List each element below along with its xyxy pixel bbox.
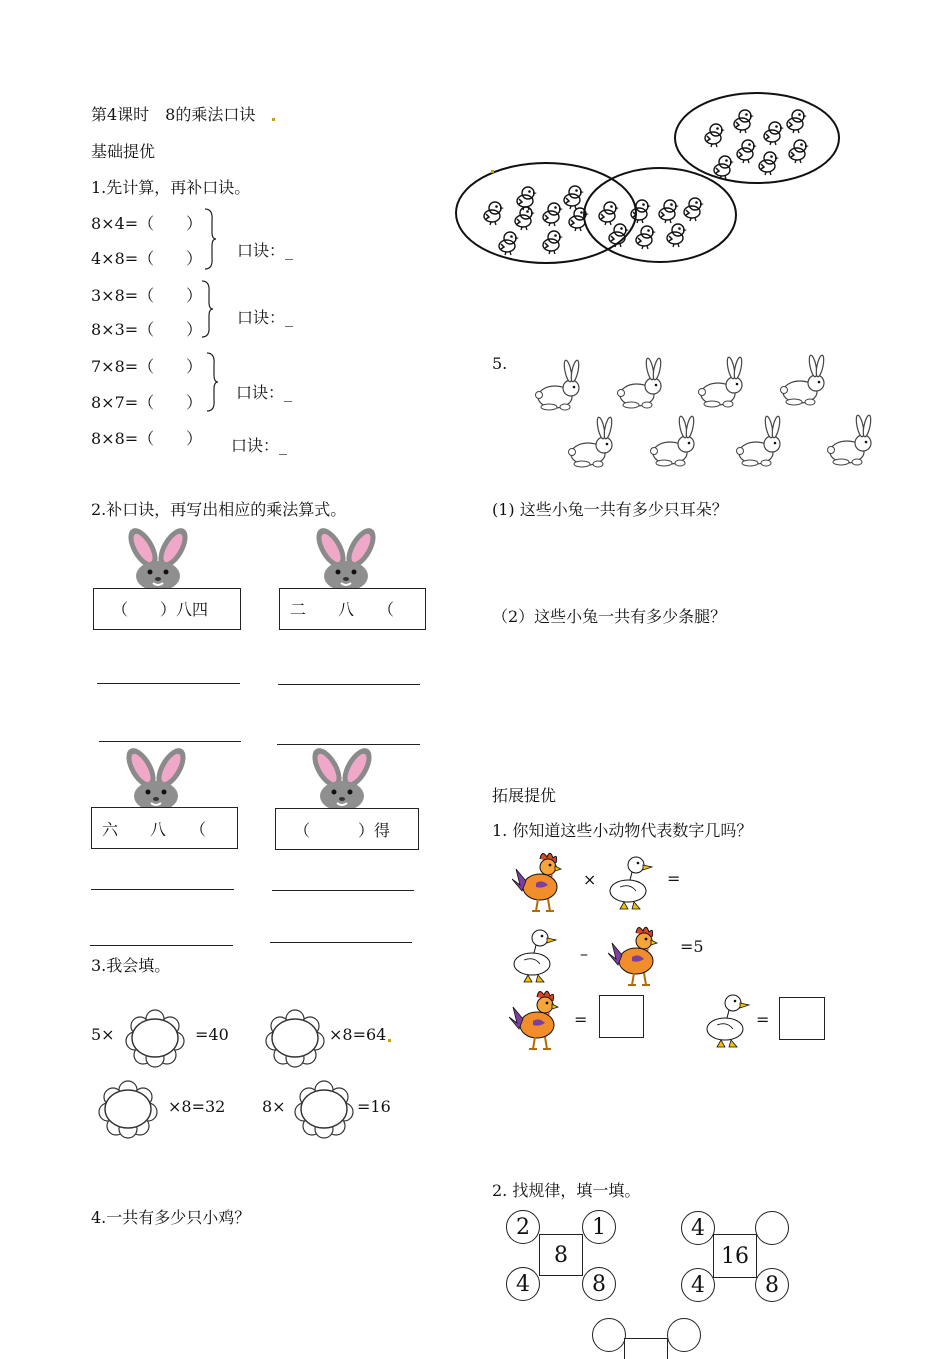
q2-card-2-text: 二 八 （ bbox=[290, 600, 395, 619]
answer-box[interactable] bbox=[779, 997, 825, 1040]
puzzle-3-top-left-blank[interactable] bbox=[592, 1318, 626, 1352]
chick-icon bbox=[705, 124, 725, 147]
rabbit-icon bbox=[699, 357, 744, 407]
chick-icon bbox=[714, 156, 734, 179]
q1-prompt: 1.先计算，再补口诀。 bbox=[91, 178, 251, 197]
q5-number: 5. bbox=[492, 354, 508, 373]
bunny-icon bbox=[306, 528, 386, 590]
puzzle-3-center-box bbox=[624, 1338, 668, 1359]
q3-item-1-right: =40 bbox=[195, 1025, 229, 1044]
q3-prompt: 3.我会填。 bbox=[91, 956, 171, 975]
chick-icon bbox=[636, 226, 656, 249]
rabbit-icon bbox=[618, 358, 663, 408]
equals-sign: = bbox=[756, 1010, 770, 1029]
rabbit-icon bbox=[651, 416, 696, 466]
rooster-icon bbox=[509, 985, 565, 1051]
rabbit-icon bbox=[737, 416, 782, 466]
rabbit-icon bbox=[781, 355, 826, 405]
chick-icon bbox=[499, 232, 519, 255]
duck-icon bbox=[606, 847, 662, 913]
answer-box[interactable] bbox=[599, 995, 644, 1038]
chick-icon bbox=[543, 231, 563, 254]
chick-icon bbox=[787, 110, 807, 133]
q1-brace-2 bbox=[200, 280, 214, 338]
rabbit-icon bbox=[536, 360, 581, 410]
q1-row-6: 8×7=（ ） bbox=[91, 393, 203, 412]
answer-line[interactable] bbox=[272, 890, 414, 891]
rabbits-illustration bbox=[525, 350, 885, 475]
chick-icon bbox=[764, 122, 784, 145]
answer-line[interactable] bbox=[91, 889, 234, 890]
puzzle-2-bottom-left: 4 bbox=[681, 1268, 715, 1302]
q1-koujue-4: 口诀：_ bbox=[231, 436, 288, 455]
bunny-icon bbox=[116, 748, 196, 810]
chick-icon bbox=[599, 202, 619, 225]
puzzle-2-bottom-right: 8 bbox=[755, 1268, 789, 1302]
chick-icon bbox=[543, 203, 563, 226]
flower-blank-icon[interactable] bbox=[123, 1008, 187, 1070]
chick-icon bbox=[789, 140, 809, 163]
flower-blank-icon[interactable] bbox=[292, 1079, 356, 1141]
page-title: 第4课时 8的乘法口诀 bbox=[91, 105, 256, 124]
extend-q2-prompt: 2. 找规律，填一填。 bbox=[492, 1181, 641, 1200]
rooster-icon bbox=[608, 921, 668, 987]
chick-icon bbox=[484, 202, 504, 225]
rabbit-icon bbox=[569, 417, 614, 467]
q1-brace-3 bbox=[205, 352, 219, 412]
q2-card-1-text: （ ）八四 bbox=[112, 600, 209, 619]
minus-sign: – bbox=[580, 944, 588, 963]
puzzle-1-top-right: 1 bbox=[582, 1210, 616, 1244]
answer-line[interactable] bbox=[99, 741, 241, 742]
q1-row-4: 8×3=（ ） bbox=[91, 320, 203, 339]
bunny-icon bbox=[118, 528, 198, 590]
chick-icon bbox=[515, 207, 535, 230]
duck-icon bbox=[510, 920, 566, 986]
puzzle-3-top-right-blank[interactable] bbox=[667, 1318, 701, 1352]
q5-sub1: (1) 这些小兔一共有多少只耳朵？ bbox=[492, 500, 728, 519]
puzzle-2-top-left: 4 bbox=[681, 1211, 715, 1245]
rabbit-icon bbox=[828, 415, 873, 465]
q1-koujue-3: 口诀：_ bbox=[236, 383, 293, 402]
flower-blank-icon[interactable] bbox=[263, 1008, 327, 1070]
extend-q1-prompt: 1. 你知道这些小动物代表数字几吗？ bbox=[492, 821, 753, 840]
stray-dot bbox=[491, 170, 494, 173]
flower-blank-icon[interactable] bbox=[96, 1079, 160, 1141]
chick-icon bbox=[667, 224, 687, 247]
puzzle-1-bottom-right: 8 bbox=[582, 1267, 616, 1301]
chick-groups-illustration bbox=[450, 88, 850, 268]
puzzle-2-center: 16 bbox=[721, 1243, 749, 1269]
q1-row-7: 8×8=（ ） bbox=[91, 429, 203, 448]
answer-line[interactable] bbox=[270, 942, 412, 943]
answer-line[interactable] bbox=[90, 945, 233, 946]
q4-prompt: 4.一共有多少只小鸡？ bbox=[91, 1208, 251, 1227]
q3-item-4-right: =16 bbox=[357, 1097, 391, 1116]
chick-icon bbox=[734, 110, 754, 133]
q3-item-3-right: ×8=32 bbox=[168, 1097, 226, 1116]
chick-icon bbox=[684, 198, 704, 221]
answer-line[interactable] bbox=[97, 683, 240, 684]
q3-item-4-left: 8× bbox=[262, 1097, 286, 1116]
section-extend: 拓展提优 bbox=[492, 786, 557, 805]
equals-sign: = bbox=[667, 869, 681, 888]
q2-card-4-text: （ ）得 bbox=[294, 821, 391, 840]
answer-line[interactable] bbox=[278, 684, 420, 685]
q1-row-3: 3×8=（ ） bbox=[91, 286, 203, 305]
equals-sign: = bbox=[574, 1010, 588, 1029]
section-basic: 基础提优 bbox=[91, 142, 156, 161]
q1-koujue-2: 口诀：_ bbox=[237, 308, 294, 327]
q3-item-2-right: ×8=64 bbox=[329, 1025, 387, 1044]
chick-icon bbox=[564, 186, 584, 209]
chick-icon bbox=[759, 152, 779, 175]
answer-line[interactable] bbox=[277, 744, 420, 745]
stray-dot bbox=[272, 118, 275, 121]
chick-icon bbox=[659, 200, 679, 223]
q1-row-1: 8×4=（ ） bbox=[91, 214, 203, 233]
q1-koujue-1: 口诀：_ bbox=[237, 241, 294, 260]
stray-dot bbox=[388, 1039, 391, 1042]
times-sign: × bbox=[583, 870, 597, 889]
puzzle-2-top-right-blank[interactable] bbox=[755, 1211, 789, 1245]
q1-row-5: 7×8=（ ） bbox=[91, 357, 203, 376]
rooster-icon bbox=[512, 847, 568, 913]
q1-row-2: 4×8=（ ） bbox=[91, 249, 203, 268]
q1-brace-1 bbox=[203, 208, 217, 270]
q2-prompt: 2.补口诀，再写出相应的乘法算式。 bbox=[91, 500, 347, 519]
puzzle-1-top-left: 2 bbox=[506, 1210, 540, 1244]
puzzle-1-center: 8 bbox=[554, 1242, 568, 1268]
q5-sub2: （2）这些小兔一共有多少条腿？ bbox=[492, 607, 727, 626]
q3-item-1-left: 5× bbox=[91, 1025, 115, 1044]
duck-icon bbox=[703, 985, 755, 1051]
q2-card-3-text: 六 八 （ bbox=[102, 820, 207, 839]
puzzle-1-bottom-left: 4 bbox=[506, 1267, 540, 1301]
chick-icon bbox=[737, 140, 757, 163]
equals-five: =5 bbox=[680, 937, 704, 956]
bunny-icon bbox=[302, 748, 382, 810]
